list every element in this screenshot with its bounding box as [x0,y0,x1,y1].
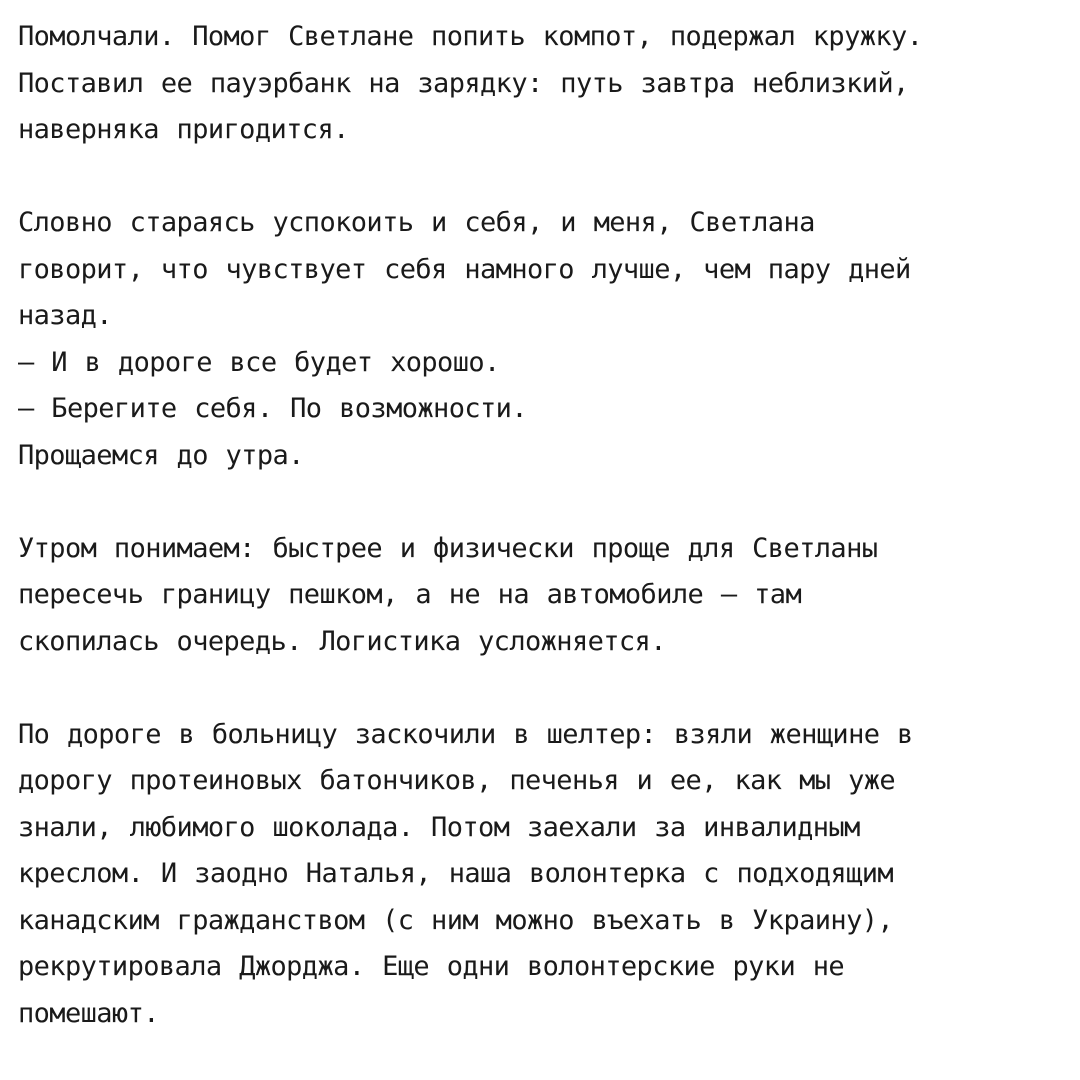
text-line: креслом. И заодно Наталья, наша волонтерка с подходящим [18,858,894,889]
paragraph-break [18,154,1068,201]
dialogue-line: — И в дороге все будет хорошо. [18,346,500,378]
text-line: дорогу протеиновых батончиков, печенья и ее, как мы уже [18,765,896,796]
text-line: Поставил ее пауэрбанк на зарядку: путь завтра неблизкий, [18,67,909,99]
text-line: По дороге в больницу заскочили в шелтер: взяли женщине в [18,718,913,750]
text-line: Утром понимаем: быстрее и физически проще для Светланы [18,532,878,564]
document-page [18,14,1068,1037]
paragraph-break [18,479,1068,526]
paragraph-4 [18,712,1068,1038]
text-line: знали, любимого шоколада. Потом заехали за инвалидным [18,811,860,843]
text-line: Словно стараясь успокоить и себя, и меня, Светлана [18,207,815,238]
text-line: пересечь границу пешком, а не на автомобиле — там [18,579,802,610]
text-line: наверняка пригодится. [18,114,349,145]
text-line: скопилась очередь. Логистика усложняется. [18,625,666,657]
text-line: Помолчали. Помог Светлане попить компот, подержал кружку. [18,21,923,52]
text-line: говорит, что чувствует себя намного лучше, чем пару дней [18,253,911,285]
paragraph-1 [18,14,1068,154]
paragraph-3 [18,526,1068,666]
text-line: помешают. [18,997,159,1029]
paragraph-2 [18,200,1068,479]
text-line: назад. [18,300,112,331]
text-line: Прощаемся до утра. [18,439,304,471]
text-line: рекрутировала Джорджа. Еще одни волонтерские руки не [18,951,845,982]
paragraph-break [18,665,1068,712]
text-line: канадским гражданством (с ним можно въехать в Украину), [18,904,894,936]
dialogue-line: — Берегите себя. По возможности. [18,393,527,424]
